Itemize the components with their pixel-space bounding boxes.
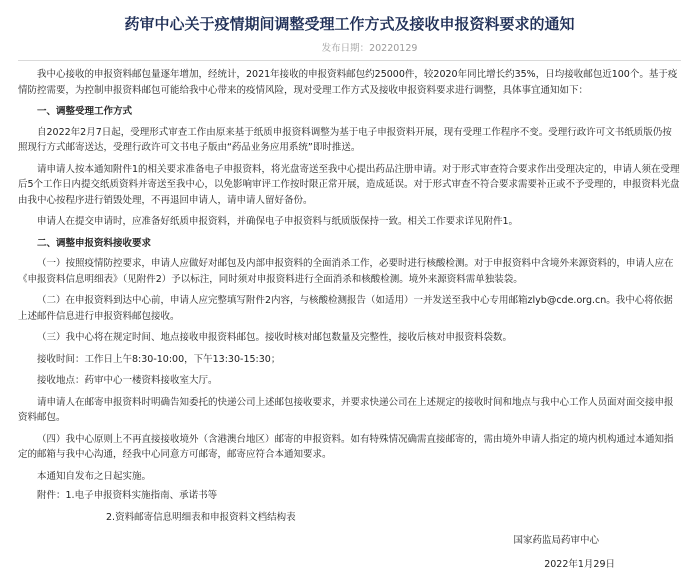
paragraph-courier: 请申请人在邮寄申报资料时明确告知委托的快递公司上述邮包接收要求，并要求快递公司在上述规定的接收时间和地点与我中心工作人员面对面交接申报资料邮包。 xyxy=(18,396,674,423)
paragraph-effective-date: 自2022年2月7日起，受理形式审查工作由原来基于纸质申报资料调整为基于电子申报资料开展，现有受理工作程序不变。受理行政许可文书纸质版仍按照现行方式邮寄送达，受理行政许可文书电子版由“药品业务应用系统”即时推送。 xyxy=(18,126,672,153)
title-divider xyxy=(18,60,681,61)
signature-org: 国家药监局药审中心 xyxy=(513,535,599,546)
notice-title: 药审中心关于疫情期间调整受理工作方式及接收申报资料要求的通知 xyxy=(124,15,575,33)
paragraph-item-4: （四）我中心原则上不再直接接收境外（含港澳台地区）邮寄的申报资料。如有特殊情况确需直接邮寄的，需由境外申请人指定的境内机构通过本通知指定的邮箱与我中心沟通，经我中心同意方可邮寄，邮寄应符合本通知要求。 xyxy=(18,433,674,460)
publish-date: 20220129 xyxy=(369,43,418,54)
intro-paragraph: 我中心接收的申报资料邮包量逐年增加，经统计，2021年接收的申报资料邮包约25000件，较2020年同比增长约35%，日均接收邮包近100个。基于疫情防控需要，为控制申报资料邮包可能给我中心带来的疫情风险，现对受理工作方式及接收申报资料要求进行调整，具体事宜通知如下： xyxy=(18,69,678,96)
attachments xyxy=(18,488,681,525)
paragraph-item-2: （二）在申报资料到达中心前，申请人应完整填写附件2内容，与核酸检测报告（如适用）一并发送至我中心专用邮箱zlyb@cde.org.cn。我中心将依据上述邮件信息进行申报资料邮包接收。 xyxy=(18,295,673,322)
attachments-label: 附件： xyxy=(37,490,66,501)
paragraph-item-3: （三）我中心将在规定时间、地点接收申报资料邮包。接收时核对邮包数量及完整性，接收后核对申报资料袋数。 xyxy=(37,332,513,343)
paragraph-item-1: （一）按照疫情防控要求，申请人应做好对邮包及内部申报资料的全面消杀工作，必要时进行核酸检测。对于申报资料中含境外来源资料的，申请人应在《申报资料信息明细表》（见附件2）予以标注，同时须对申报资料进行全面消杀和核酸检测。境外来源资料需单独装袋。 xyxy=(18,258,674,285)
publish-date-line xyxy=(18,40,681,54)
signature-date: 2022年1月29日 xyxy=(544,558,615,570)
receive-time: 接收时间：工作日上午8:30-10:00，下午13:30-15:30； xyxy=(37,353,281,365)
section-heading-1: 一、调整受理工作方式 xyxy=(37,106,133,117)
attachment-row xyxy=(18,488,681,504)
attachment-item-2: 2.资料邮寄信息明细表和申报资料文档结构表 xyxy=(106,511,296,523)
paragraph-electronic-materials: 请申请人按本通知附件1的相关要求准备电子申报资料，将光盘寄送至我中心提出药品注册申请。对于形式审查符合要求作出受理决定的，申请人须在受理后5个工作日内提交纸质资料并寄送至我中心，以免影响审评工作按时限正常开展，造成延误。对于形式审查不符合要求需要补正或不予受理的，申报资料光盘由我中心按程序进行销毁处理，不再退回申请人，请申请人留好备份。 xyxy=(18,163,680,206)
paragraph-consistency: 申请人在提交申请时，应准备好纸质申报资料，并确保电子申报资料与纸质版保持一致。相关工作要求详见附件1。 xyxy=(37,216,519,227)
attachment-item-1: 1.电子申报资料实施指南、承诺书等 xyxy=(65,490,218,501)
section-heading-2: 二、调整申报资料接收要求 xyxy=(37,237,152,249)
paragraph-effective: 本通知自发布之日起实施。 xyxy=(37,470,152,482)
notice-body xyxy=(18,67,681,572)
publish-date-label: 发布日期： xyxy=(321,43,370,54)
receive-location: 接收地点：药审中心一楼资料接收室大厅。 xyxy=(37,375,218,386)
